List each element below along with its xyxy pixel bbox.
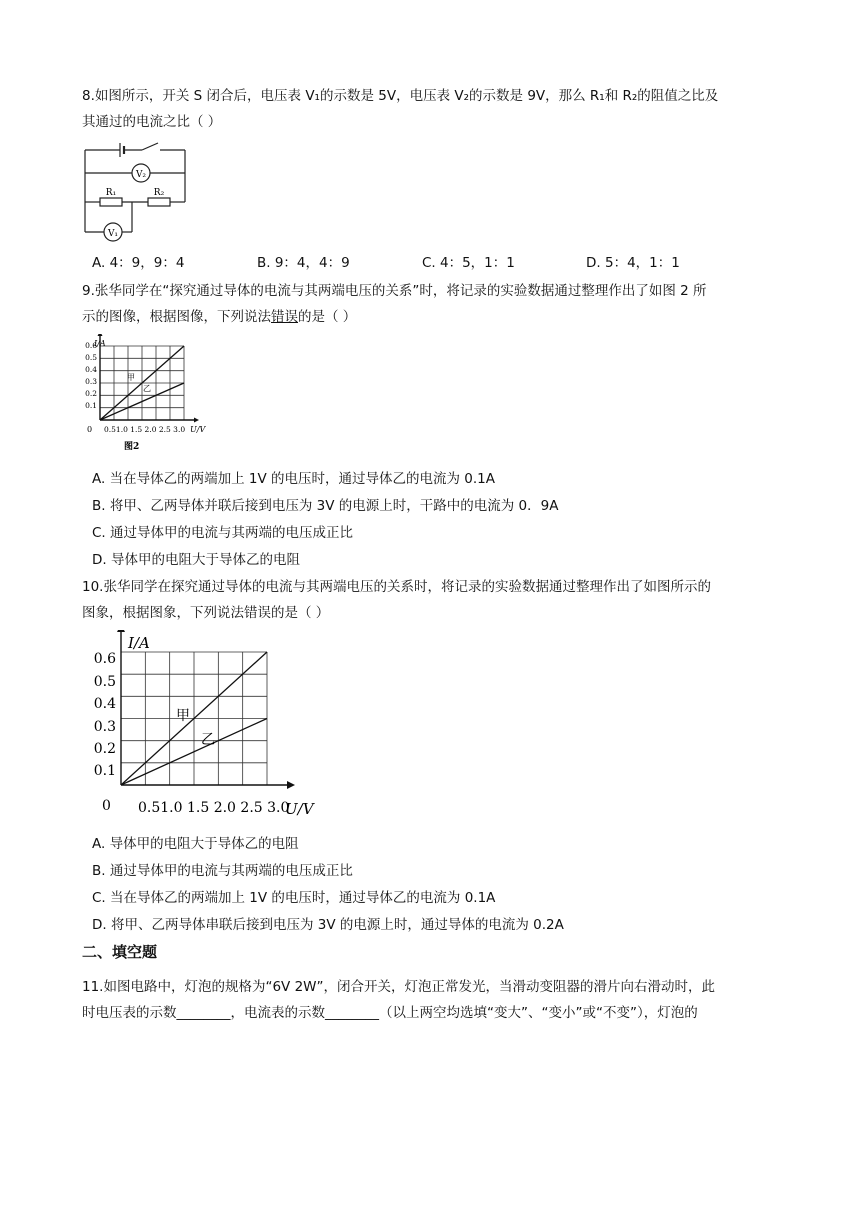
v1-label: V₁: [107, 229, 119, 239]
q9-text-underlined-word: 错误: [271, 309, 298, 325]
q10-option-c: C. 当在导体乙的两端加上 1V 的电压时，通过导体乙的电流为 0.1A: [92, 890, 496, 906]
q10-graph-figure: [88, 630, 328, 822]
q10-y-tick: 0.4: [93, 696, 116, 712]
q9-x-axis-arrow: [194, 418, 199, 423]
q10-y-tick: 0.2: [93, 741, 116, 757]
q8-text-line1: 8.如图所示，开关 S 闭合后，电压表 V₁的示数是 5V，电压表 V₂的示数是 9V，那么 R₁和 R₂的阻值之比及: [82, 88, 719, 104]
q9-text-line2: [82, 307, 356, 327]
q9-text-line2-a: 示的图像，根据图像，下列说法: [82, 309, 271, 325]
q10-text-line1: 10.张华同学在探究通过导体的电流与其两端电压的关系时，将记录的实验数据通过整理作出了如图所示的: [82, 579, 711, 595]
q9-y-axis-arrow: [98, 334, 103, 336]
q9-figure-caption: 图2: [124, 442, 140, 452]
q9-series-jia-label: 甲: [127, 373, 135, 382]
q9-y-tick: 0.3: [85, 377, 97, 386]
q10-text-line2: 图象，根据图象，下列说法错误的是（ ）: [82, 605, 330, 621]
q9-x-ticks: 0.51.0 1.5 2.0 2.5 3.0: [104, 425, 186, 434]
q10-x-axis-label: U/V: [285, 800, 314, 818]
q9-y-tick: 0.2: [85, 389, 97, 398]
q10-y-tick: 0.5: [93, 674, 116, 690]
q11-text-line1: 11.如图电路中，灯泡的规格为“6V 2W”，闭合开关，灯泡正常发光，当滑动变阻器的滑片向右滑动时，此: [82, 979, 716, 995]
q8-option-a: A. 4：9，9：4: [92, 255, 185, 271]
r2-label: R₂: [153, 188, 165, 198]
q8-option-c: C. 4：5，1：1: [422, 255, 515, 271]
q9-y-tick: 0.5: [85, 353, 97, 362]
q10-y-tick: 0.3: [93, 719, 116, 735]
q9-option-c: C. 通过导体甲的电流与其两端的电压成正比: [92, 525, 354, 541]
q9-x-axis-label: U/V: [190, 425, 206, 434]
q9-text-line2-b: 的是（ ）: [298, 309, 357, 325]
q9-y-tick: 0.6: [85, 341, 97, 350]
q9-option-a: A. 当在导体乙的两端加上 1V 的电压时，通过导体乙的电流为 0.1A: [92, 471, 495, 487]
r1-label: R₁: [105, 188, 117, 198]
q8-text-line2: 其通过的电流之比（ ）: [82, 114, 222, 130]
q9-graph-figure: [80, 334, 220, 458]
q9-y-tick: 0.4: [85, 365, 97, 374]
q10-graph-plot: [117, 630, 295, 789]
q10-x-axis-arrow: [287, 781, 295, 789]
q8-option-b: B. 9：4，4：9: [257, 255, 350, 271]
q9-y-axis-label: I/A: [94, 339, 106, 348]
q10-series-yi-label: 乙: [201, 732, 215, 748]
q11-text-line2: 时电压表的示数________，电流表的示数________（以上两空均选填“变大”、“变小”或“不变”），灯泡的: [82, 1005, 698, 1021]
q9-graph-plot: [98, 334, 200, 423]
q10-option-d: D. 将甲、乙两导体串联后接到电压为 3V 的电源上时，通过导体的电流为 0.2A: [92, 917, 564, 933]
q10-origin-label: 0: [102, 798, 111, 814]
q9-option-d: D. 导体甲的电阻大于导体乙的电阻: [92, 552, 300, 568]
q9-option-b: B. 将甲、乙两导体并联后接到电压为 3V 的电源上时，干路中的电流为 0．9A: [92, 498, 559, 514]
q9-origin-label: 0: [87, 425, 93, 434]
q10-series-jia-label: 甲: [176, 708, 190, 724]
q9-series-yi-label: 乙: [143, 384, 151, 393]
v2-label: V₂: [135, 170, 147, 180]
q10-y-tick: 0.6: [93, 651, 116, 667]
q9-y-tick: 0.1: [85, 401, 97, 410]
q10-y-tick: 0.1: [93, 763, 116, 779]
q10-y-axis-label: I/A: [128, 634, 150, 652]
section-title-fill-in: 二、填空题: [82, 943, 158, 961]
q10-x-ticks: 0.51.0 1.5 2.0 2.5 3.0: [138, 800, 290, 816]
q10-option-b: B. 通过导体甲的电流与其两端的电压成正比: [92, 863, 353, 879]
q9-text-line1: 9.张华同学在“探究通过导体的电流与其两端电压的关系”时，将记录的实验数据通过整理作出了如图 2 所: [82, 283, 707, 299]
q10-option-a: A. 导体甲的电阻大于导体乙的电阻: [92, 836, 299, 852]
q8-circuit-figure: [80, 140, 190, 246]
q10-y-axis-arrow: [117, 630, 125, 632]
q8-option-d: D. 5：4，1：1: [586, 255, 680, 271]
